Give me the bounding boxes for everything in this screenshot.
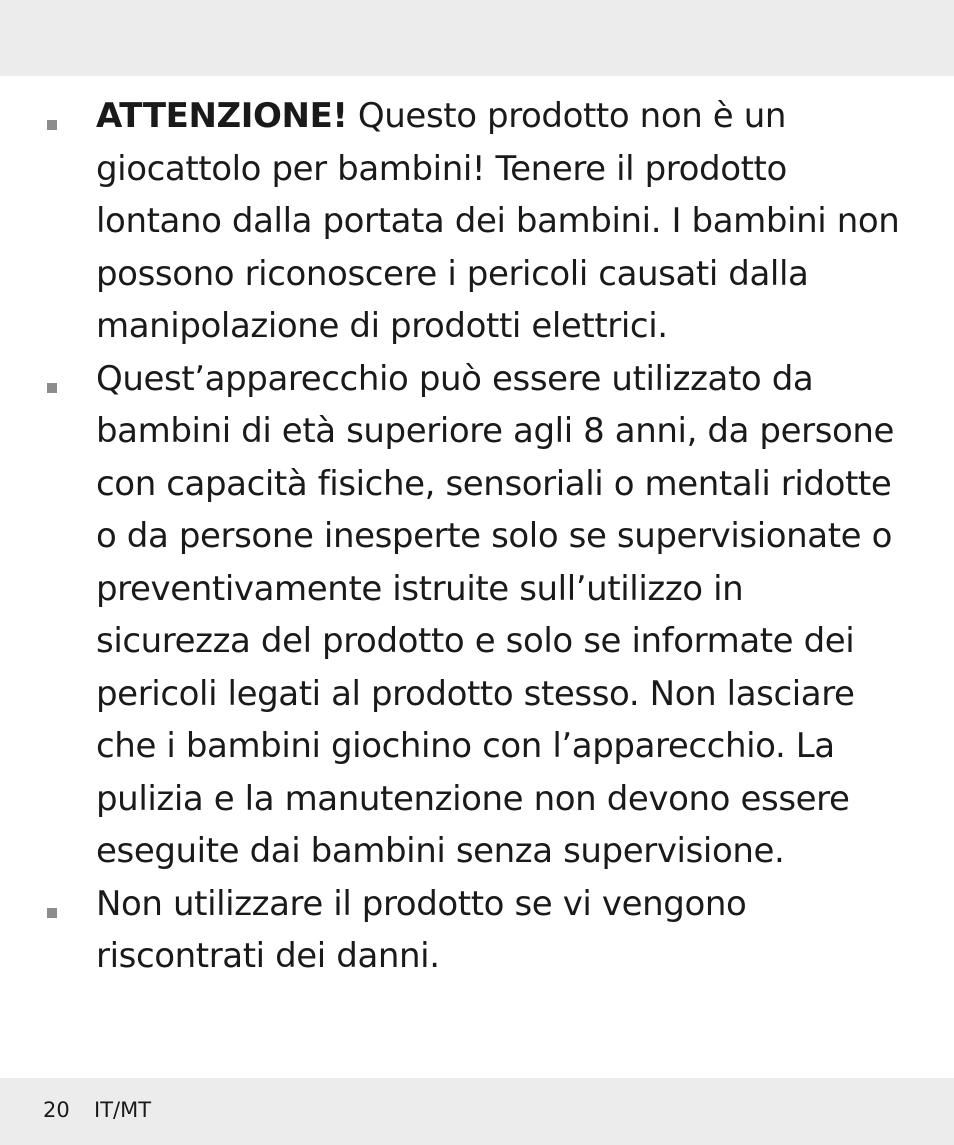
safety-instructions-list: [0, 90, 954, 983]
item-text: Non utilizzare il prodotto se vi vengono riscontrati dei danni.: [96, 883, 747, 976]
square-bullet-icon: [47, 383, 57, 393]
square-bullet-icon: [47, 120, 57, 130]
square-bullet-icon: [47, 908, 57, 918]
language-code: IT/MT: [94, 1098, 152, 1122]
header-band: [0, 0, 954, 76]
list-item: [0, 90, 908, 353]
list-item: [0, 878, 908, 983]
page-number: 20: [43, 1098, 70, 1122]
warning-label: ATTENZIONE!: [96, 96, 348, 136]
item-text: Questo prodotto non è un giocattolo per bambini! Tenere il prodotto lontano dalla portata dei bambini. I bambini non possono riconoscere i pericoli causati dalla manipolazione di prodotti elettrici.: [96, 96, 900, 346]
item-text: Quest’apparecchio può essere utilizzato da bambini di età superiore agli 8 anni, da persone con capacità fisiche, sensoriali o mentali ridotte o da persone inesperte solo se supervisionate o preventivamente istruite sull’utilizzo in sicurezza del prodotto e solo se informate dei pericoli legati al prodotto stesso. Non lasciare che i bambini giochino con l’apparecchio. La pulizia e la manutenzione non devono essere eseguite dai bambini senza supervisione.: [96, 358, 895, 871]
list-item: [0, 353, 908, 878]
